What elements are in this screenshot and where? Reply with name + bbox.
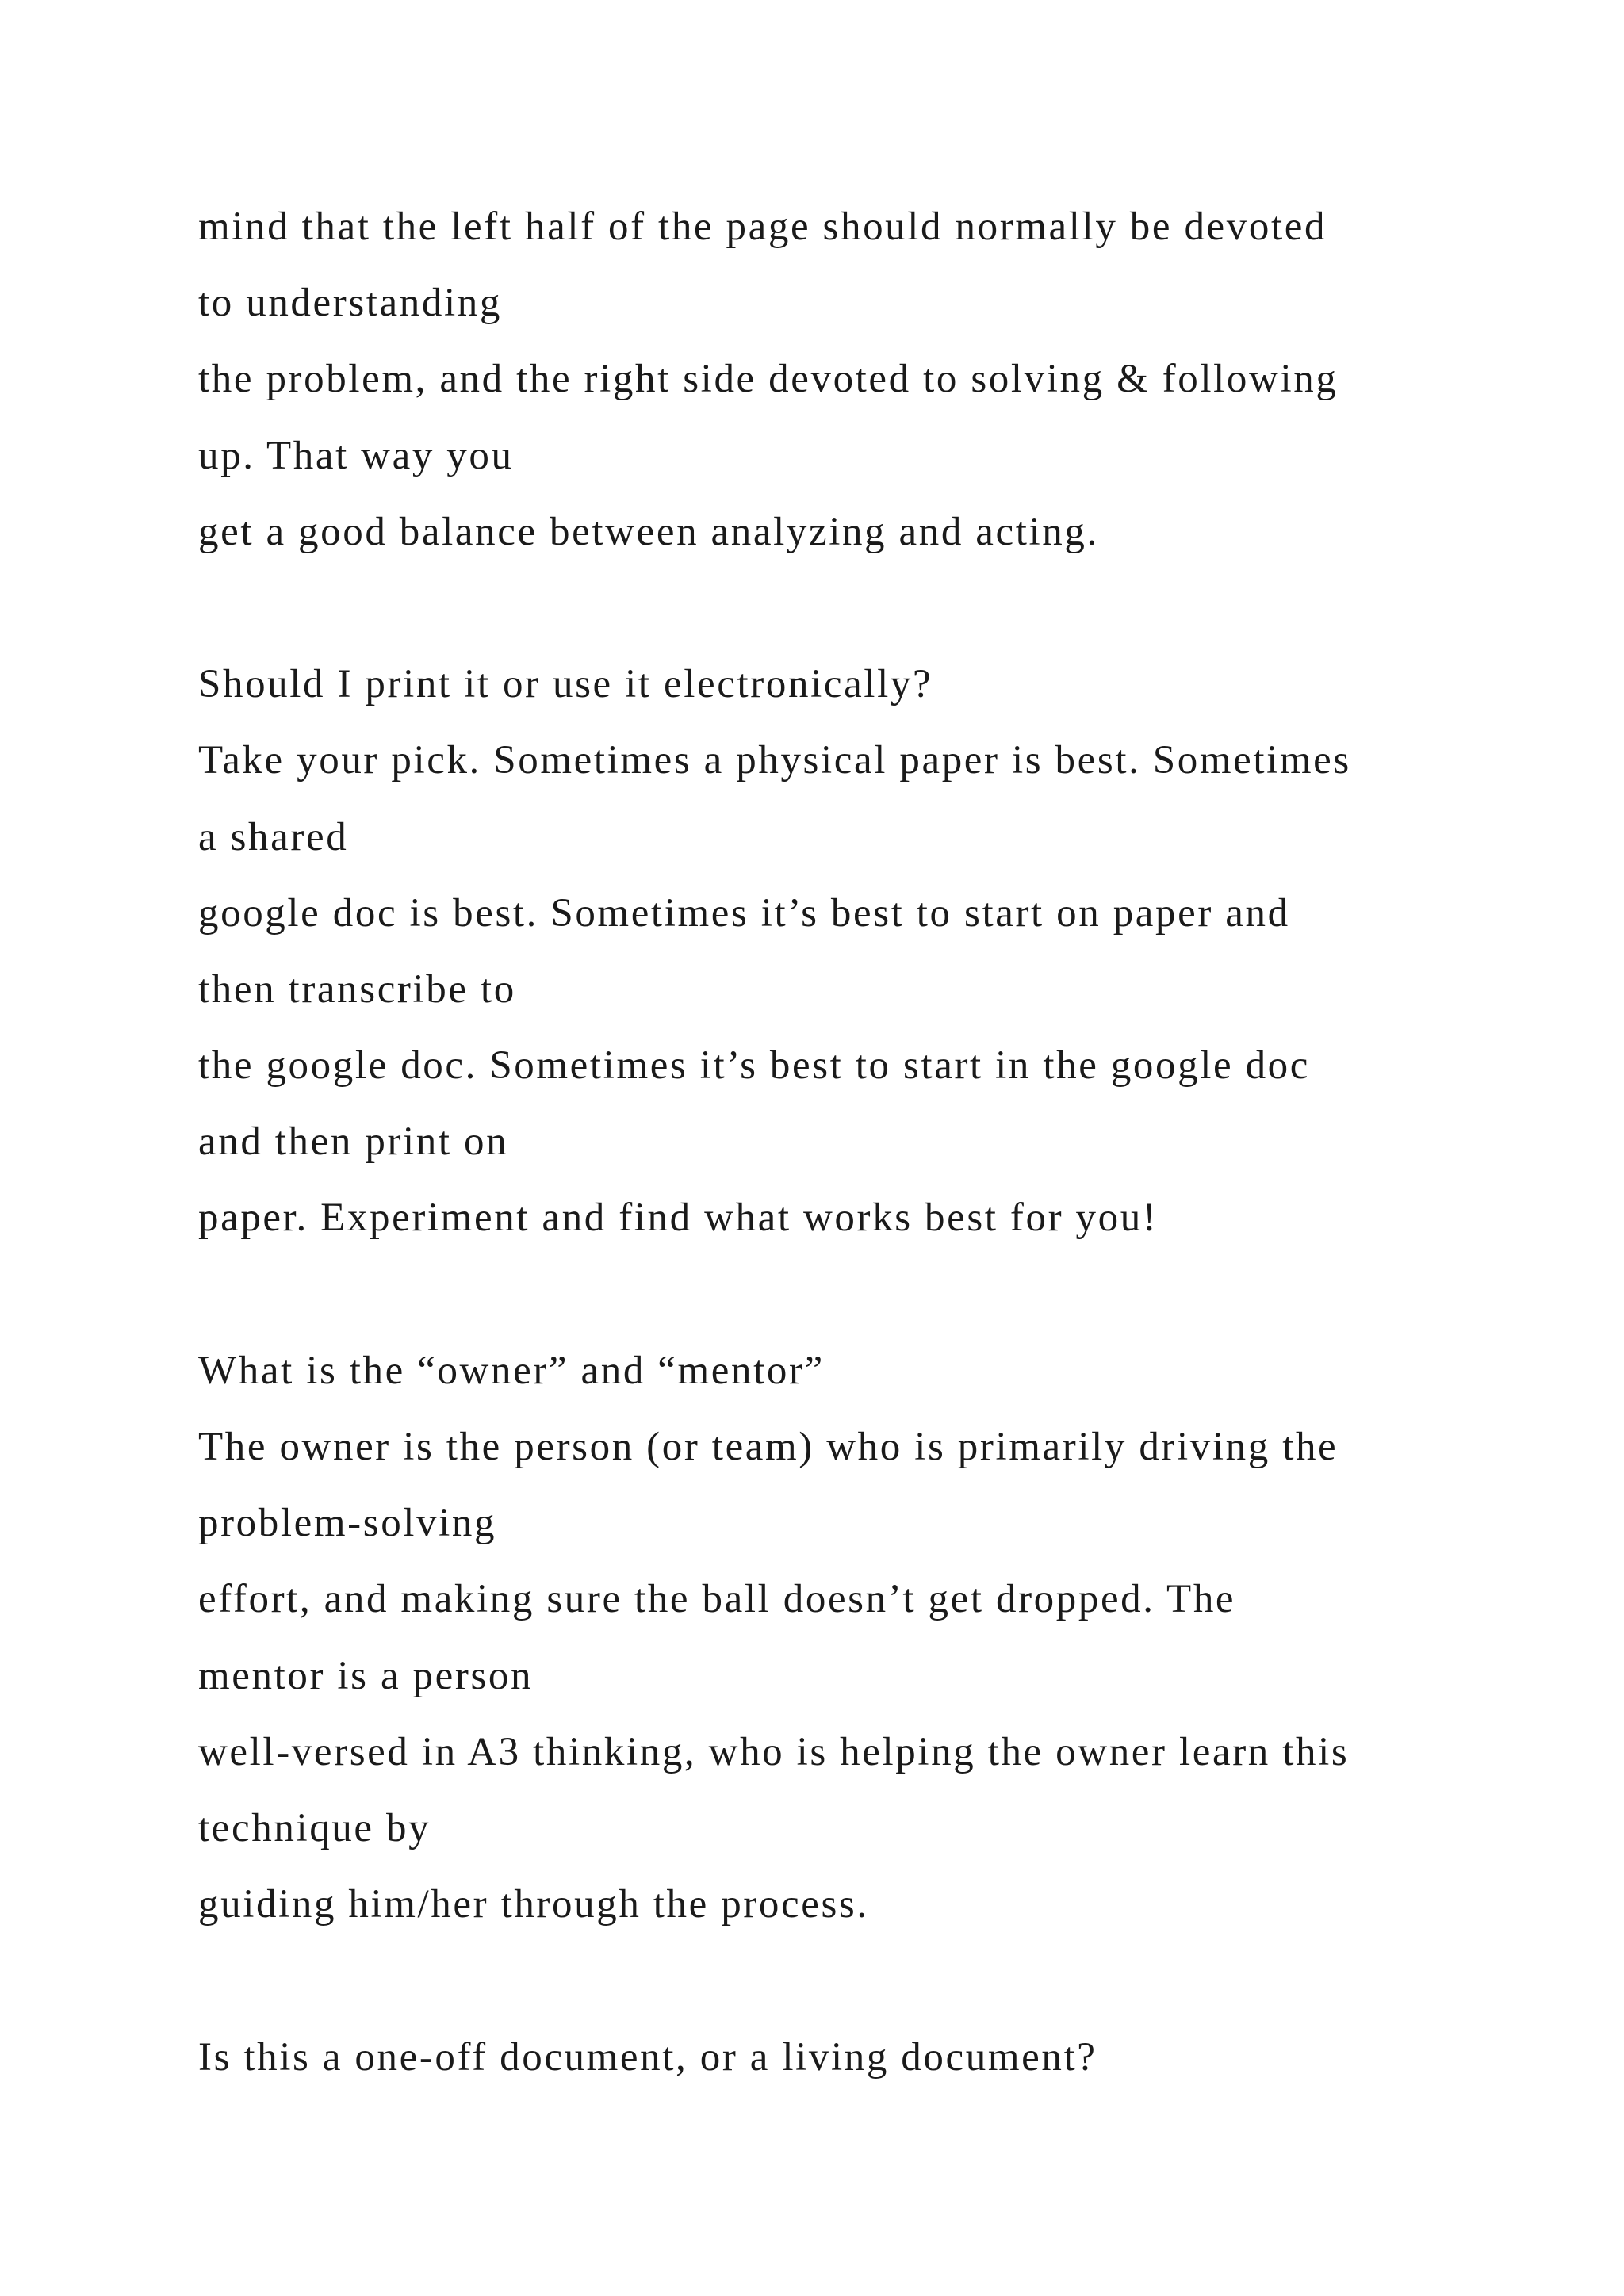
paragraph-gap — [198, 1257, 1546, 1333]
question-heading: What is the “owner” and “mentor” — [198, 1348, 825, 1393]
text-line: problem-solving — [198, 1501, 497, 1546]
paragraph-living-document — [198, 2019, 1546, 2095]
paragraph-gap — [198, 570, 1546, 646]
text-line: a shared — [198, 814, 349, 859]
text-line: Take your pick. Sometimes a physical paper is best. Sometimes — [198, 738, 1351, 783]
text-line: guiding him/her through the process. — [198, 1882, 869, 1927]
text-line: effort, and making sure the ball doesn’t get dropped. The — [198, 1577, 1236, 1622]
question-heading: Should I print it or use it electronically? — [198, 662, 933, 707]
text-line: then transcribe to — [198, 966, 516, 1012]
text-line: and then print on — [198, 1119, 509, 1165]
question-heading: Is this a one-off document, or a living document? — [198, 2034, 1097, 2080]
text-line: technique by — [198, 1805, 431, 1850]
text-line: to understanding — [198, 281, 502, 326]
paragraph-print-or-electronic — [198, 646, 1546, 1257]
paragraph-owner-mentor — [198, 1333, 1546, 1943]
text-line: mind that the left half of the page should normally be devoted — [198, 205, 1327, 249]
text-line: get a good balance between analyzing and acting. — [198, 509, 1099, 554]
text-line: mentor is a person — [198, 1653, 534, 1698]
text-line: the problem, and the right side devoted to solving & following — [198, 357, 1339, 402]
text-line: up. That way you — [198, 433, 514, 478]
document-body — [198, 189, 1546, 2095]
text-line: google doc is best. Sometimes it’s best to start on paper and — [198, 890, 1290, 936]
paragraph-gap — [198, 1942, 1546, 2019]
text-line: the google doc. Sometimes it’s best to start in the google doc — [198, 1043, 1311, 1089]
text-line: well-versed in A3 thinking, who is helping the owner learn this — [198, 1729, 1350, 1774]
text-line: paper. Experiment and find what works best for you! — [198, 1196, 1159, 1241]
paragraph-balance — [198, 189, 1546, 570]
text-line: The owner is the person (or team) who is primarily driving the — [198, 1425, 1339, 1469]
